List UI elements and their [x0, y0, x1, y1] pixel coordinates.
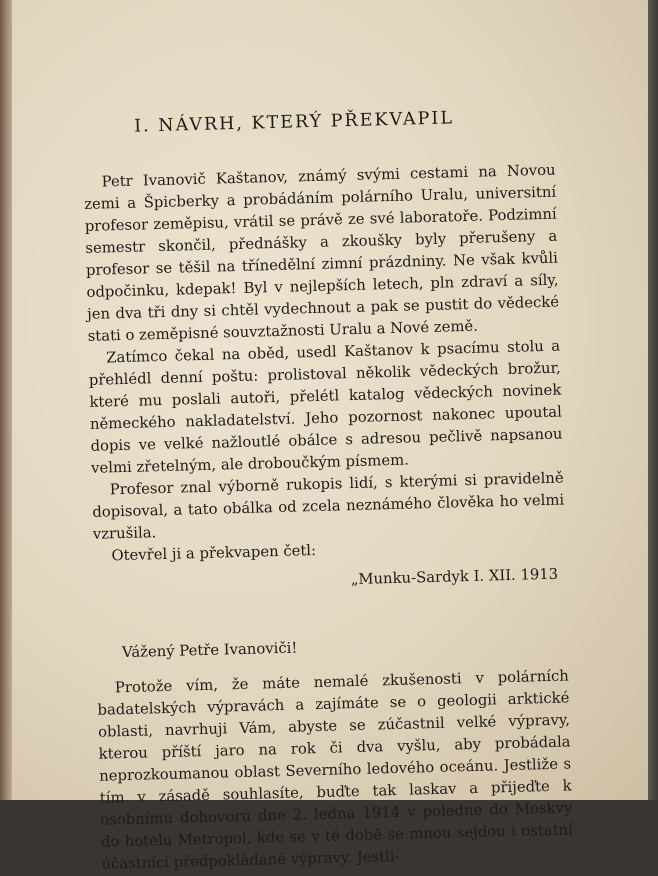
- paragraph-4: Otevřel ji a překvapen četl:: [111, 542, 317, 565]
- letter-salutation: Vážený Petře Ivanoviči!: [121, 639, 298, 662]
- letter-place-date: „Munku-Sardyk I. XII. 1913: [350, 565, 559, 589]
- paragraph-2: Zatímco čekal na oběd, usedl Kaštanov k psacímu stolu a přehlédl denní poštu: prolistoval několik vědeckých brožur, které mu poslali autoři, přelétl katalog vědeckých novinek německého nakladatelství. Jeho pozornost nakonec upoutal dopis ve velké nažloutlé obálce s adresou pečlivě napsanou velmi zřetelným, ale droboučkým písmem.: [88, 337, 563, 477]
- page-edge-shadow: [648, 0, 658, 800]
- letter-body: Protože vím, že máte nemalé zkušenosti v polárních badatelských výpravách a zajímáte se o geologii arktické oblasti, navrhuji Vám, abyste se zúčastnil velké výpravy, kterou příští jaro na rok či dva vyšlu, aby probádala neprozkoumanou oblast Severního ledového oceánu. Jestliže s tím v zásadě souhlasíte, buďte tak laskav a přijeďte k osobnímu dohovoru dne 2. ledna 1914 v poledne do Moskvy do hotelu Metropol, kde se v té době se mnou sejdou i ostatní účastníci předpokládané výpravy. Jestli-: [97, 667, 574, 873]
- chapter-title: I. NÁVRH, KTERÝ PŘEKVAPIL: [133, 108, 455, 137]
- paragraph-3: Profesor znal výborně rukopis lidí, s kterými si pravidelně dopisoval, a tato obálka od zcela neznámého člověka ho velmi vzrušila.: [92, 469, 565, 543]
- page-text-block: [82, 106, 574, 876]
- paragraph-1: Petr Ivanovič Kaštanov, známý svými cestami na Novou zemi a Špicberky a probádáním polárního Uralu, universitní profesor zeměpisu, vrátil se právě ze své laboratoře. Podzimní semestr skončil, přednášky a zkoušky byly přerušeny a profesor se těšil na třínedělní zimní prázdniny. Ne však kvůli odpočinku, kdepak! Byl v nejlepších letech, pln zdraví a síly, jen dva tři dny si chtěl vydechnout a pak se pustit do vědecké stati o zeměpisné souvztažnosti Uralu a Nové země.: [84, 161, 560, 345]
- book-page: [12, 0, 650, 873]
